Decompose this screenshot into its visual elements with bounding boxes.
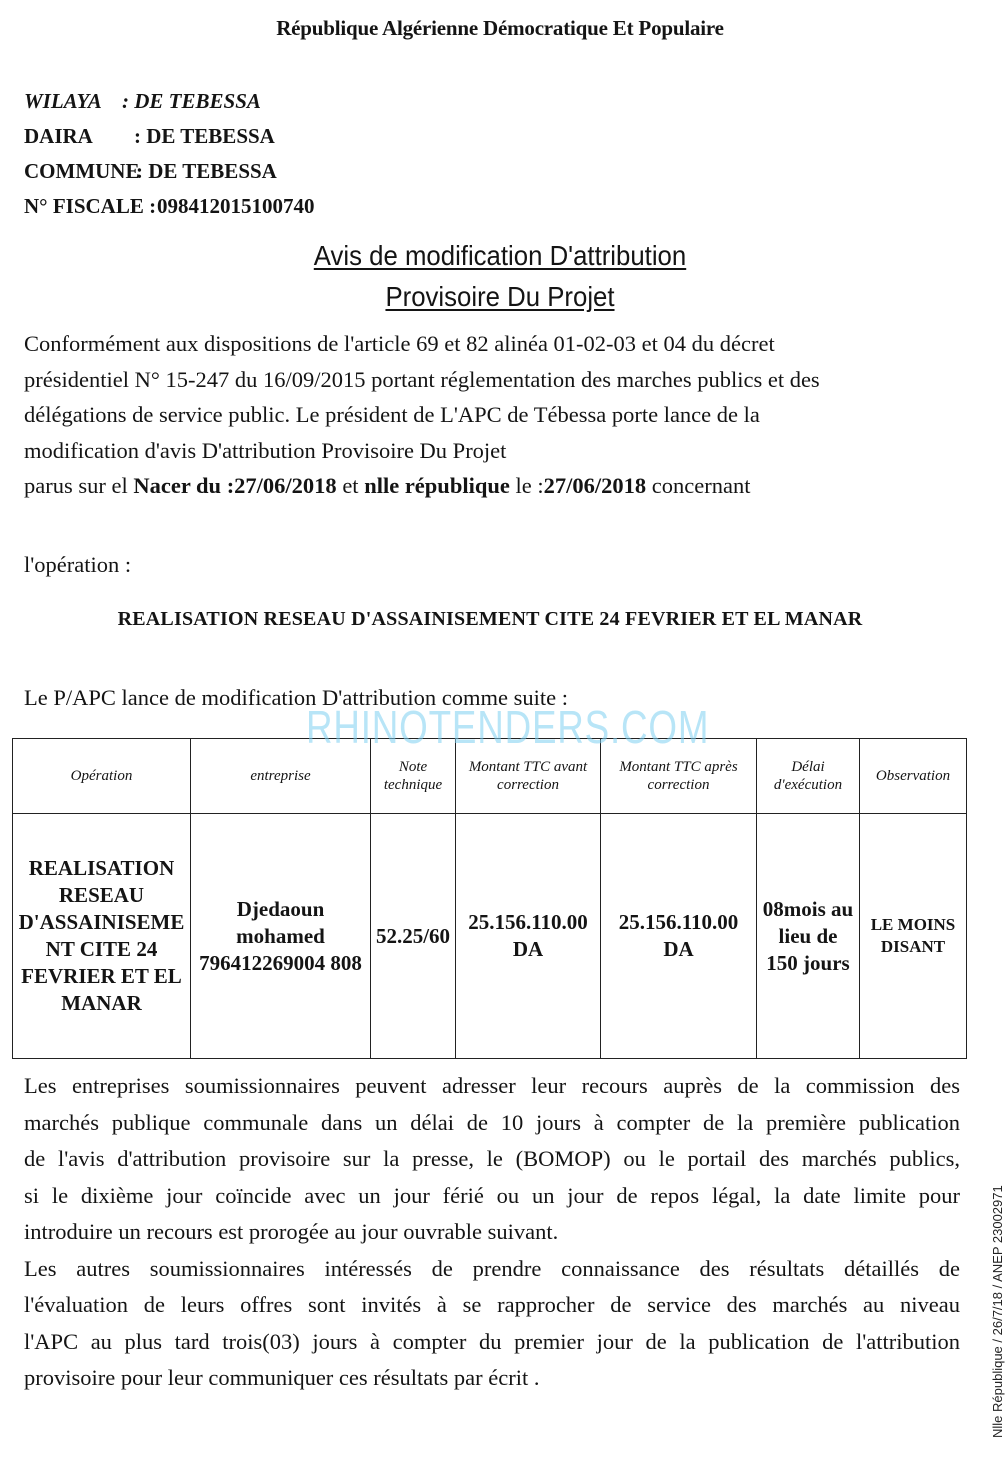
daira-label: DAIRA — [24, 124, 93, 148]
watermark: RHINOTENDERS.COM — [306, 701, 710, 753]
header-delai: Délai d'exécution — [757, 739, 860, 814]
table-row — [13, 814, 967, 1059]
outro-line: l'APC au plus tard trois(03) jours à compter du premier jour de la publication de l'attribution — [24, 1328, 960, 1354]
header-operation: Opération — [13, 739, 191, 814]
notice-title-line2: Provisoire Du Projet — [385, 281, 615, 312]
outro-line: de l'avis d'attribution provisoire sur la presse, le (BOMOP) ou le portail des marchés publics, — [24, 1146, 960, 1171]
cell-note: 52.25/60 — [371, 814, 456, 1059]
operation-label: l'opération : — [24, 552, 132, 577]
outro-line: Les entreprises soumissionnaires peuvent adresser leur recours auprès de la commission des — [24, 1073, 960, 1098]
commune-row — [24, 154, 315, 189]
table-intro: Le P/APC lance de modification D'attribution comme suite : — [24, 685, 568, 710]
intro-line-publications — [24, 468, 984, 504]
award-table — [12, 738, 967, 1059]
cell-montant-apres: 25.156.110.00 DA — [601, 814, 757, 1059]
outro-line: Les autres soumissionnaires intéressés de prendre connaissance des résultats détaillés de — [24, 1255, 960, 1281]
wilaya-value: : DE TEBESSA — [122, 89, 261, 113]
cell-delai: 08mois au lieu de 150 jours — [757, 814, 860, 1059]
intro-paragraph — [24, 326, 984, 504]
header-note: Note technique — [371, 739, 456, 814]
fiscal-label: N° FISCALE : — [24, 194, 157, 218]
outro-line: si le dixième jour coïncide avec un jour férié ou un jour de repos légal, la date limite pour — [24, 1182, 960, 1208]
intro-text: concernant — [646, 473, 751, 498]
publication-side-note: Nlle République / 26/7/18 / ANEP 23002971 — [990, 1185, 1005, 1438]
newspaper-2-date: 27/06/2018 — [543, 473, 647, 498]
header-montant-apres: Montant TTC après correction — [601, 739, 757, 814]
newspaper-2: nlle république — [364, 473, 510, 498]
outro-line: provisoire pour leur communiquer ces résultats par écrit . — [24, 1365, 540, 1390]
notice-title-line1: Avis de modification D'attribution — [313, 240, 687, 271]
daira-row — [24, 119, 315, 154]
wilaya-row — [24, 84, 315, 119]
commune-label: COMMUNE — [24, 159, 140, 183]
intro-line: présidentiel N° 15-247 du 16/09/2015 portant réglementation des marches publics et des — [24, 366, 820, 392]
wilaya-label: WILAYA — [24, 89, 102, 113]
fiscal-row — [24, 189, 315, 224]
closing-paragraphs — [24, 1068, 960, 1397]
commune-value: : DE TEBESSA — [136, 159, 277, 183]
republic-heading: République Algérienne Démocratique Et Populaire — [276, 16, 724, 40]
daira-value: : DE TEBESSA — [134, 124, 275, 148]
cell-montant-avant: 25.156.110.00 DA — [456, 814, 601, 1059]
intro-line: modification d'avis D'attribution Provisoire Du Projet — [24, 437, 507, 463]
intro-line: délégations de service public. Le président de L'APC de Tébessa porte lance de la — [24, 402, 760, 427]
outro-line: introduire un recours est prorogée au jour ouvrable suivant. — [24, 1219, 559, 1244]
intro-text: parus sur el — [24, 473, 134, 498]
fiscal-value: 098412015100740 — [157, 194, 315, 218]
intro-text: et — [336, 473, 365, 498]
cell-entreprise: Djedaoun mohamed 796412269004 808 — [191, 814, 371, 1059]
operation-name: REALISATION RESEAU D'ASSAINISEMENT CITE 24 FEVRIER ET EL MANAR — [117, 608, 863, 630]
cell-operation: REALISATION RESEAU D'ASSAINISEME NT CITE 24 FEVRIER ET EL MANAR — [13, 814, 191, 1059]
outro-line: l'évaluation de leurs offres sont invités à se rapprocher de service des marchés au niveau — [24, 1292, 960, 1317]
header-entreprise: entreprise — [191, 739, 371, 814]
outro-line: marchés publique communale dans un délai de 10 jours à compter de la première publication — [24, 1109, 960, 1135]
header-observation: Observation — [860, 739, 967, 814]
newspaper-1-date: Nacer du :27/06/2018 — [133, 473, 337, 498]
intro-text: le : — [509, 473, 544, 498]
intro-line: Conformément aux dispositions de l'article 69 et 82 alinéa 01-02-03 et 04 du décret — [24, 331, 775, 356]
header-info — [24, 84, 315, 224]
header-montant-avant: Montant TTC avant correction — [456, 739, 601, 814]
cell-observation: LE MOINS DISANT — [860, 814, 967, 1059]
